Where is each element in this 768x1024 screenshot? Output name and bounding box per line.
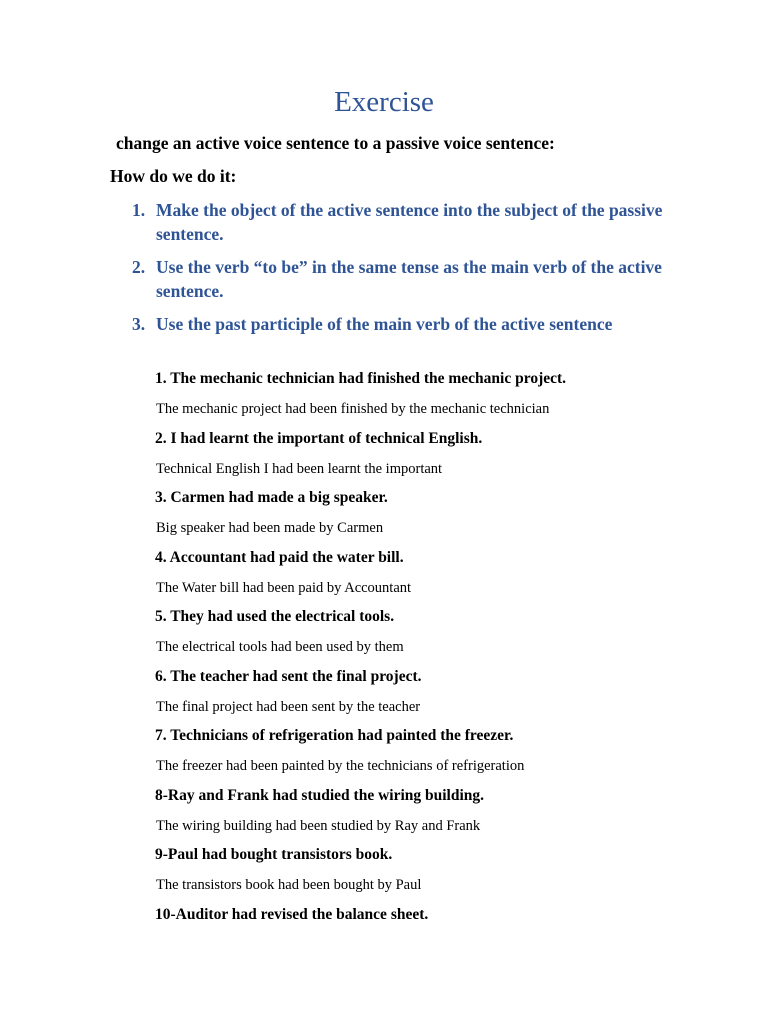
step-number: 2. [132,257,146,277]
example-item [155,668,715,728]
active-sentence: 10-Auditor had revised the balance sheet. [155,905,429,923]
passive-sentence: The transistors book had been bought by Paul [156,877,422,893]
page-title: Exercise [334,86,434,118]
step-number: 3. [132,314,146,334]
passive-sentence: The final project had been sent by the teacher [156,698,421,715]
passive-sentence: The Water bill had been paid by Accountant [156,579,412,596]
step-item [132,198,672,246]
active-sentence: 9-Paul had bought transistors book. [155,846,393,863]
passive-sentence: The mechanic project had been finished by the mechanic technician [156,401,550,417]
example-item [155,727,715,787]
how-heading: How do we do it: [110,166,237,186]
example-item [155,906,715,966]
active-sentence: 3. Carmen had made a big speaker. [155,489,388,506]
example-item [155,608,715,668]
passive-sentence: The wiring building had been studied by Ray and Frank [156,817,481,834]
example-item [155,549,715,609]
passive-sentence: Big speaker had been made by Carmen [156,520,384,536]
active-sentence: 2. I had learnt the important of technical English. [155,429,483,447]
passive-sentence: The electrical tools had been used by them [156,639,404,655]
step-item [132,312,672,336]
example-item [155,489,715,549]
step-item [132,255,672,303]
steps-list [132,198,672,345]
example-item [155,370,715,430]
example-item [155,430,715,490]
active-sentence: 4. Accountant had paid the water bill. [155,548,404,566]
active-sentence: 5. They had used the electrical tools. [155,608,395,625]
active-sentence: 7. Technicians of refrigeration had painted the freezer. [155,727,514,744]
active-sentence: 1. The mechanic technician had finished the mechanic project. [155,370,567,387]
instruction-text: change an active voice sentence to a passive voice sentence: [116,133,555,153]
step-number: 1. [132,200,146,220]
step-text: Use the past participle of the main verb of the active sentence [156,314,613,334]
passive-sentence: The freezer had been painted by the technicians of refrigeration [156,758,525,774]
active-sentence: 6. The teacher had sent the final project. [155,667,422,685]
example-item [155,787,715,847]
example-item [155,846,715,906]
passive-sentence: Technical English I had been learnt the important [156,460,443,477]
step-text: Use the verb “to be” in the same tense as the main verb of the active sentence. [156,257,662,301]
step-text: Make the object of the active sentence into the subject of the passive sentence. [156,200,663,244]
examples-list [155,370,715,965]
active-sentence: 8-Ray and Frank had studied the wiring building. [155,786,485,804]
